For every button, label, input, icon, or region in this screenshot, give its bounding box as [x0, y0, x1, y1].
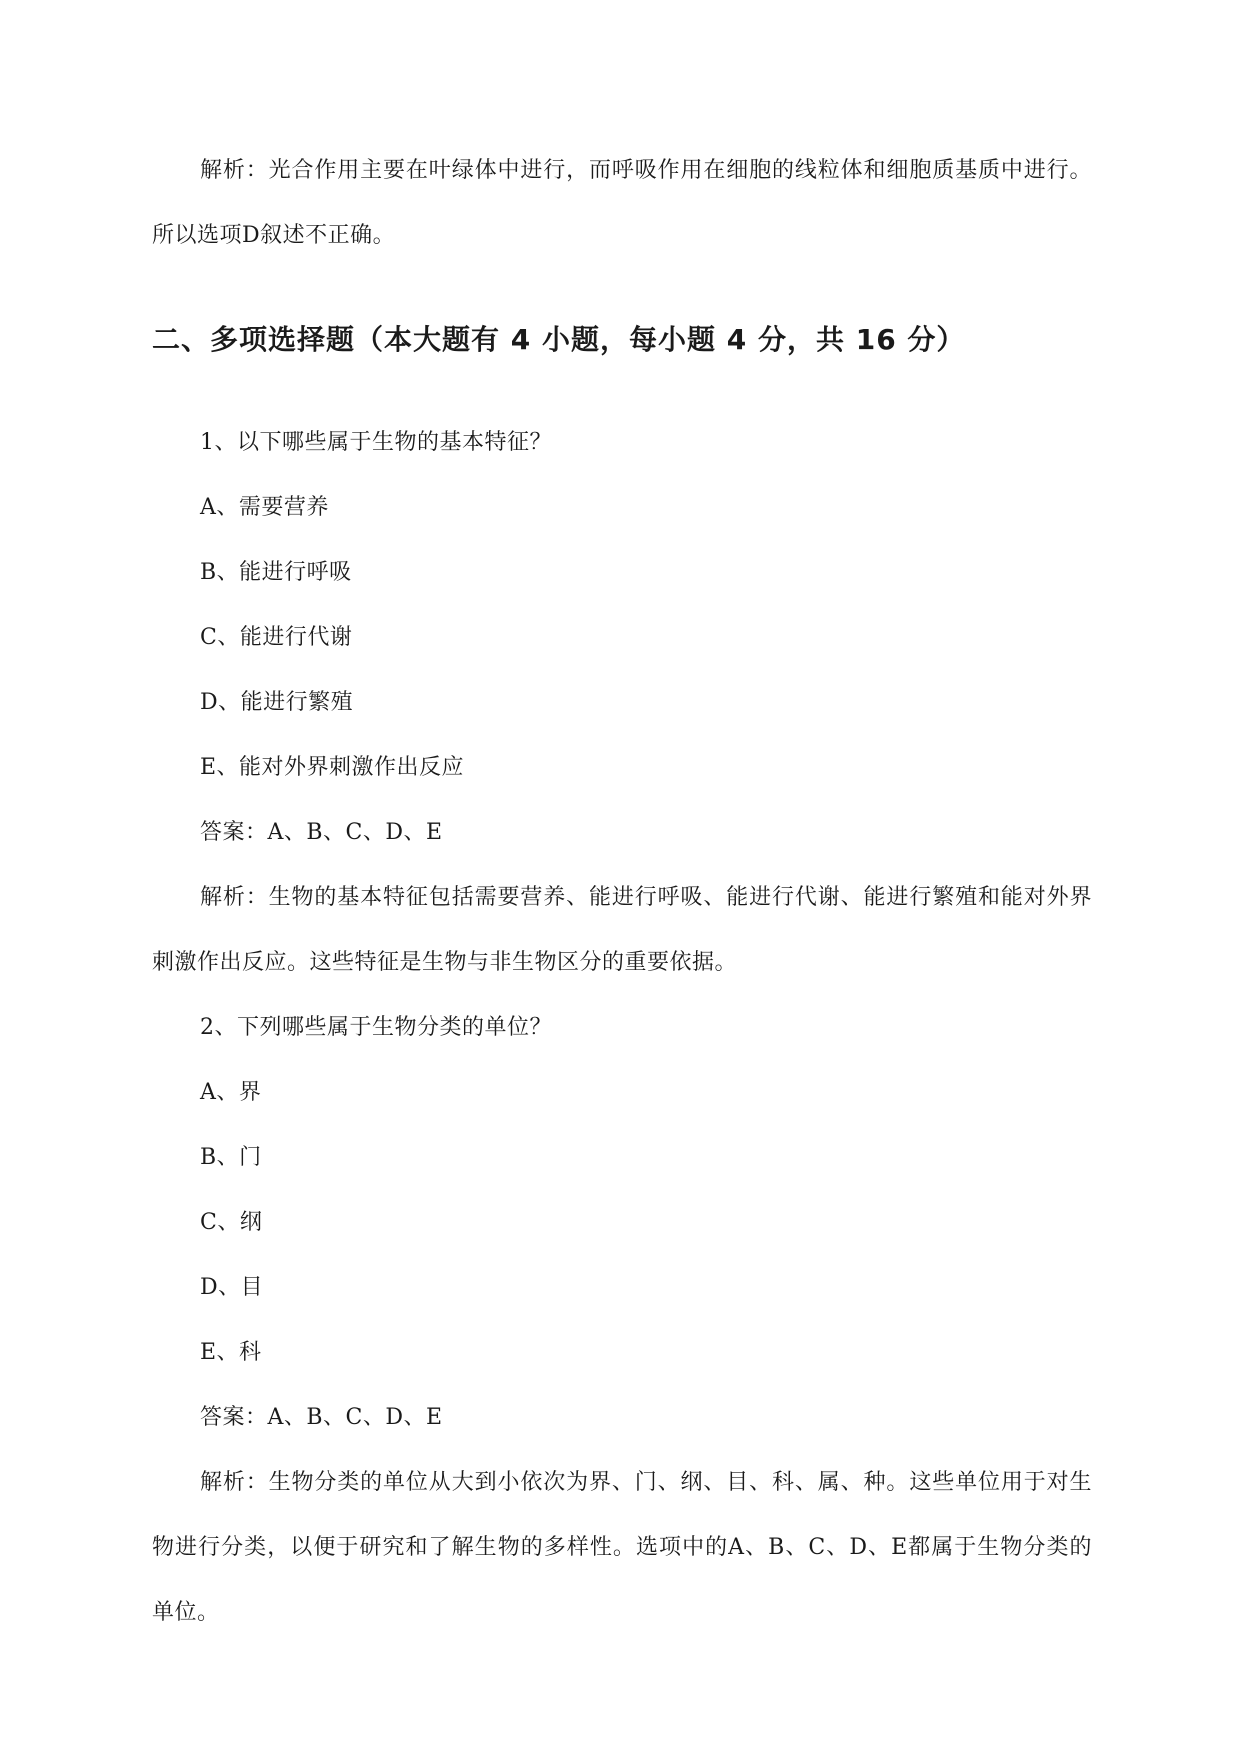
question-1	[152, 410, 1092, 995]
section-heading: 二、多项选择题（本大题有 4 小题，每小题 4 分，共 16 分）	[152, 323, 966, 356]
option-d: D、目	[200, 1275, 264, 1300]
question-2	[152, 995, 1092, 1645]
option-d: D、能进行繁殖	[200, 690, 354, 715]
option-b: B、能进行呼吸	[200, 560, 352, 585]
analysis: 解析：生物分类的单位从大到小依次为界、门、纲、目、科、属、种。这些单位用于对生物进行分类，以便于研究和了解生物的多样性。选项中的A、B、C、D、E都属于生物分类的单位。	[152, 1470, 1092, 1625]
option-a: A、需要营养	[200, 495, 329, 520]
answer: 答案：A、B、C、D、E	[200, 1405, 443, 1430]
analysis: 解析：生物的基本特征包括需要营养、能进行呼吸、能进行代谢、能进行繁殖和能对外界刺激作出反应。这些特征是生物与非生物区分的重要依据。	[152, 885, 1092, 975]
option-a: A、界	[200, 1080, 262, 1105]
intro-analysis: 解析：光合作用主要在叶绿体中进行，而呼吸作用在细胞的线粒体和细胞质基质中进行。所以选项D叙述不正确。	[152, 158, 1092, 248]
document-content	[152, 138, 1092, 1645]
question-stem: 1、以下哪些属于生物的基本特征？	[200, 430, 552, 455]
answer: 答案：A、B、C、D、E	[200, 820, 443, 845]
option-e: E、能对外界刺激作出反应	[200, 755, 465, 780]
option-c: C、能进行代谢	[200, 625, 353, 650]
question-stem: 2、下列哪些属于生物分类的单位？	[200, 1015, 552, 1040]
option-e: E、科	[200, 1340, 262, 1365]
option-b: B、门	[200, 1145, 262, 1170]
option-c: C、纲	[200, 1210, 263, 1235]
